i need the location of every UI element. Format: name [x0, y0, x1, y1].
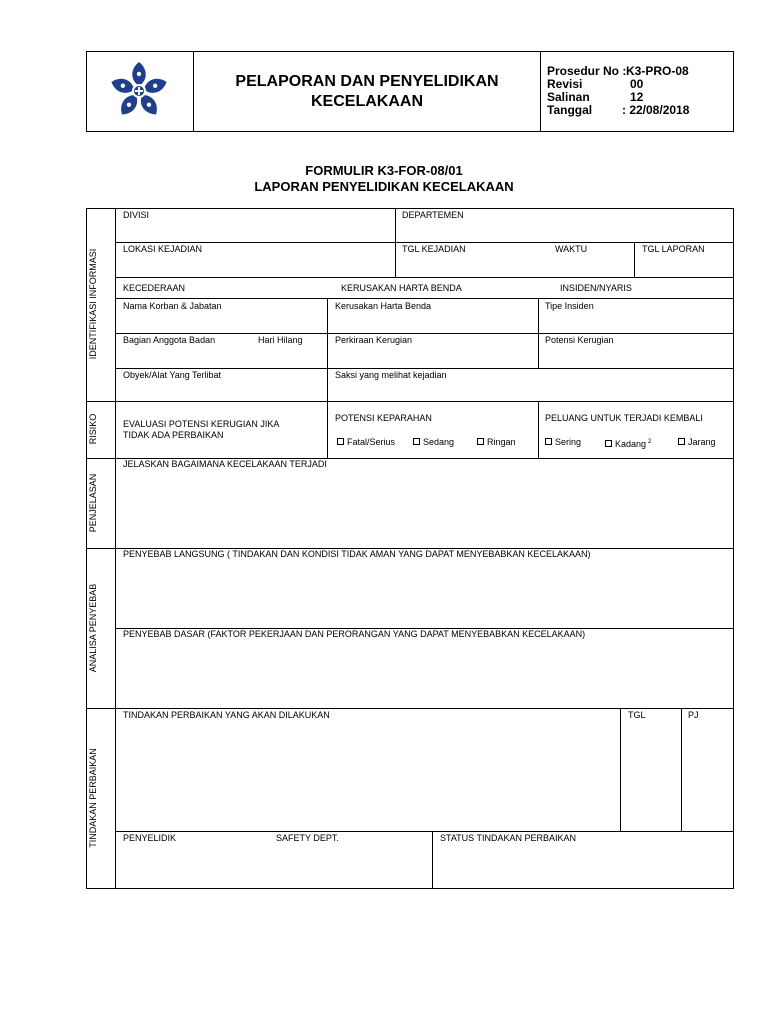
col-divider: [538, 401, 539, 458]
checkbox-sering[interactable]: [545, 437, 581, 448]
field-divisi: DIVISI: [123, 210, 150, 220]
field-penyebab-dasar: PENYEBAB DASAR (FAKTOR PEKERJAAN DAN PERORANGAN YANG DAPAT MENYEBABKAN KECELAKAAN): [123, 629, 586, 639]
col-divider: [327, 298, 328, 401]
section-label-penjelasan: PENJELASAN: [88, 473, 98, 533]
flower-logo-icon: [108, 58, 170, 124]
meta-label-revisi: Revisi: [547, 77, 583, 91]
option-label: Kadang: [615, 439, 647, 449]
option-label: Sedang: [423, 437, 455, 447]
field-departemen: DEPARTEMEN: [402, 210, 464, 220]
row-separator: [115, 831, 734, 832]
field-tgl-kejadian: TGL KEJADIAN: [402, 244, 466, 254]
field-safety-dept: SAFETY DEPT.: [276, 833, 339, 843]
field-status-tindakan: STATUS TINDAKAN PERBAIKAN: [440, 833, 577, 843]
field-penyebab-langsung: PENYEBAB LANGSUNG ( TINDAKAN DAN KONDISI TIDAK AMAN YANG DAPAT MENYEBABKAN KECELAKAAN): [123, 549, 591, 559]
field-potensi-kerugian: Potensi Kerugian: [545, 335, 614, 345]
checkbox-ringan[interactable]: [477, 437, 516, 448]
field-peluang: PELUANG UNTUK TERJADI KEMBALI: [545, 413, 703, 423]
header-divider-right: [540, 51, 541, 132]
company-logo: [108, 58, 170, 124]
field-kerusakan-harta-benda: Kerusakan Harta Benda: [335, 301, 432, 311]
checkbox-kadang[interactable]: [605, 437, 651, 450]
field-nama-korban: Nama Korban & Jabatan: [123, 301, 222, 311]
document-title: [194, 52, 540, 131]
checkbox-square-icon: [337, 438, 344, 445]
document-title-line2: KECELAKAAN: [311, 92, 423, 110]
checkbox-square-icon: [477, 438, 484, 445]
field-jelaskan: JELASKAN BAGAIMANA KECELAKAAN TERJADI: [123, 459, 327, 469]
field-saksi: Saksi yang melihat kejadian: [335, 370, 447, 380]
checkbox-square-icon: [678, 438, 685, 445]
col-divider: [395, 208, 396, 277]
header-kerusakan-harta-benda: KERUSAKAN HARTA BENDA: [341, 283, 462, 293]
field-penyelidik: PENYELIDIK: [123, 833, 177, 843]
section-separator: [86, 401, 734, 402]
checkbox-sedang[interactable]: [413, 437, 454, 448]
field-evaluasi-line2: TIDAK ADA PERBAIKAN: [123, 430, 224, 440]
meta-label-salinan: Salinan: [547, 90, 590, 104]
checkbox-fatal-serius[interactable]: [337, 437, 395, 448]
row-separator: [115, 242, 734, 243]
field-tgl: TGL: [628, 710, 646, 720]
option-label: Sering: [555, 437, 582, 447]
checkbox-square-icon: [413, 438, 420, 445]
row-separator: [115, 277, 734, 278]
meta-value-prosedur: K3-PRO-08: [626, 64, 689, 78]
field-bagian-anggota-badan: Bagian Anggota Badan: [123, 335, 216, 345]
row-separator: [115, 368, 734, 369]
checkbox-square-icon: [545, 438, 552, 445]
option-label: Ringan: [487, 437, 516, 447]
meta-label-prosedur: Prosedur No :: [547, 64, 627, 78]
field-perkiraan-kerugian: Perkiraan Kerugian: [335, 335, 413, 345]
col-divider: [620, 708, 621, 831]
field-lokasi-kejadian: LOKASI KEJADIAN: [123, 244, 203, 254]
penjelasan-input-area[interactable]: [116, 472, 733, 547]
col-divider: [327, 401, 328, 458]
checkbox-jarang[interactable]: [678, 437, 716, 448]
section-label-analisa: ANALISA PENYEBAB: [88, 583, 98, 673]
header-insiden-nyaris: INSIDEN/NYARIS: [560, 283, 632, 293]
field-hari-hilang: Hari Hilang: [258, 335, 303, 345]
option-label: Fatal/Serius: [347, 437, 396, 447]
field-tgl-laporan: TGL LAPORAN: [642, 244, 705, 254]
header-kecederaan: KECEDERAAN: [123, 283, 186, 293]
meta-value-tanggal: : 22/08/2018: [622, 103, 690, 117]
penyebab-langsung-input-area[interactable]: [116, 562, 733, 627]
section-label-tindakan: TINDAKAN PERBAIKAN: [88, 748, 98, 848]
section-label-identifikasi: IDENTIFIKASI INFORMASI: [88, 248, 98, 360]
field-tipe-insiden: Tipe Insiden: [545, 301, 594, 311]
col-divider: [634, 242, 635, 277]
meta-value-salinan: 12: [630, 90, 644, 104]
col-divider: [432, 831, 433, 889]
field-pj: PJ: [688, 710, 699, 720]
row-separator: [115, 298, 734, 299]
field-obyek-alat: Obyek/Alat Yang Terlibat: [123, 370, 222, 380]
penyebab-dasar-input-area[interactable]: [116, 642, 733, 707]
section-label-risiko: RISIKO: [88, 413, 98, 445]
form-title-line2: LAPORAN PENYELIDIKAN KECELAKAAN: [254, 179, 514, 194]
option-label: Jarang: [688, 437, 716, 447]
tindakan-input-area[interactable]: [116, 723, 619, 830]
meta-value-revisi: 00: [630, 77, 644, 91]
col-divider: [681, 708, 682, 831]
col-divider: [538, 298, 539, 368]
field-potensi-keparahan: POTENSI KEPARAHAN: [335, 413, 432, 423]
field-evaluasi-line1: EVALUASI POTENSI KERUGIAN JIKA: [123, 419, 280, 429]
meta-label-tanggal: Tanggal: [547, 103, 593, 117]
form-title-line1: FORMULIR K3-FOR-08/01: [305, 163, 463, 178]
checkbox-square-icon: [605, 440, 612, 447]
kadang-superscript: 2: [648, 439, 652, 445]
field-waktu: WAKTU: [555, 244, 588, 254]
document-title-line1: PELAPORAN DAN PENYELIDIKAN: [235, 72, 499, 90]
section-separator: [86, 708, 734, 709]
row-separator: [115, 333, 734, 334]
field-tindakan-perbaikan: TINDAKAN PERBAIKAN YANG AKAN DILAKUKAN: [123, 710, 330, 720]
